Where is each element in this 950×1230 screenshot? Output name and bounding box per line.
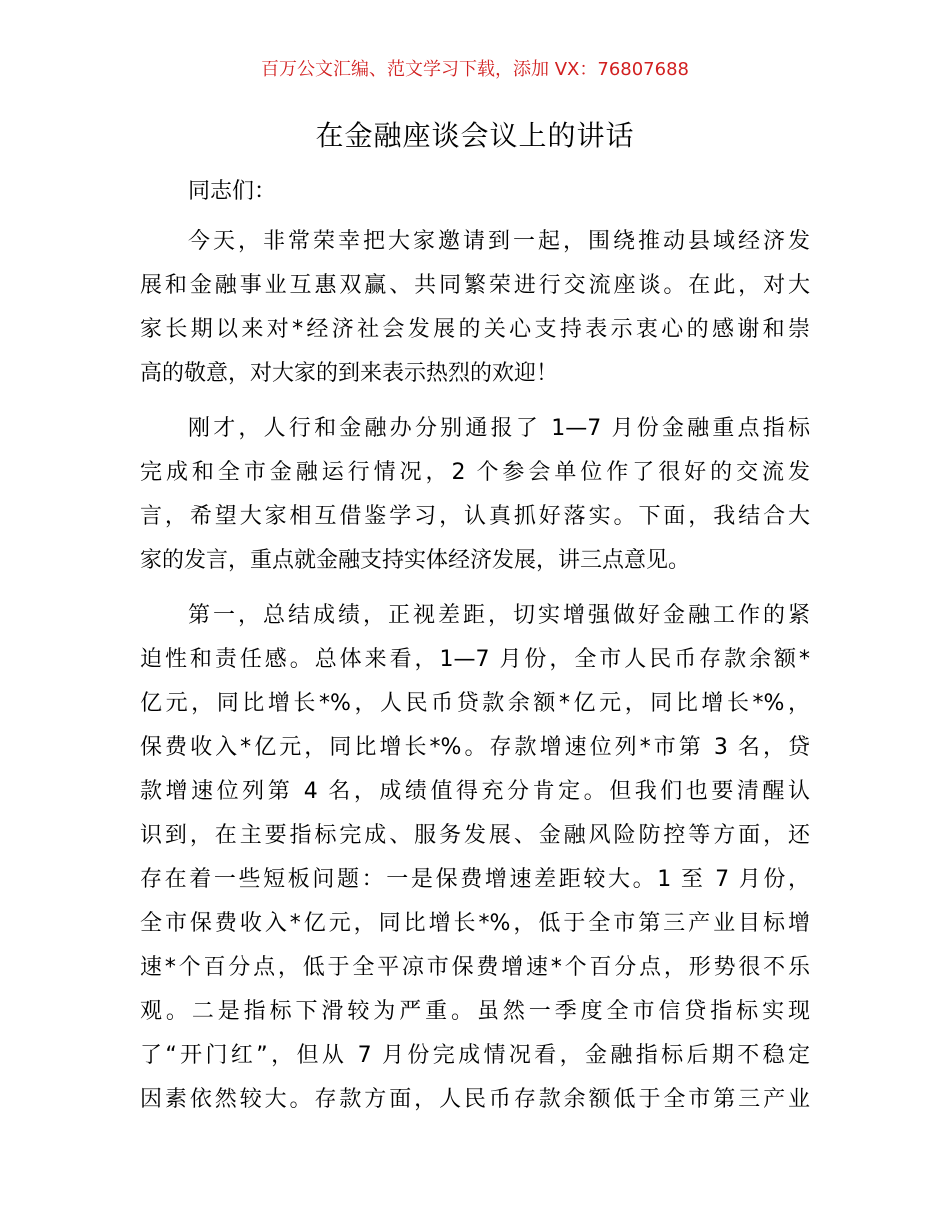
text-line: 迫性和责任感。总体来看，1—7 月份，全市人民币存款余额* <box>140 647 810 672</box>
text-line: 言，希望大家相互借鉴学习，认真抓好落实。下面，我结合大 <box>140 504 810 529</box>
text-line: 速*个百分点，低于全平凉市保费增速*个百分点，形势很不乐 <box>140 955 810 980</box>
document-body <box>140 220 810 1133</box>
text-line: 刚才，人行和金融办分别通报了 1—7 月份金融重点指标 <box>188 416 810 441</box>
text-line: 第一，总结成绩，正视差距，切实增强做好金融工作的紧 <box>188 603 810 628</box>
paragraph-1 <box>140 220 810 396</box>
text-line: 因素依然较大。存款方面，人民币存款余额低于全市第三产业 <box>140 1087 810 1112</box>
document-title: 在金融座谈会议上的讲话 <box>315 119 635 152</box>
text-line: 亿元，同比增长*%，人民币贷款余额*亿元，同比增长*%， <box>140 691 810 716</box>
text-line: 存在着一些短板问题：一是保费增速差距较大。1 至 7 月份， <box>140 867 810 892</box>
text-line: 展和金融事业互惠双赢、共同繁荣进行交流座谈。在此，对大 <box>140 273 810 298</box>
paragraph-2 <box>140 407 810 583</box>
text-line: 保费收入*亿元，同比增长*%。存款增速位列*市第 3 名，贷 <box>140 735 810 760</box>
text-line: 完成和全市金融运行情况，2 个参会单位作了很好的交流发 <box>140 460 810 485</box>
text-line: 款增速位列第 4 名，成绩值得充分肯定。但我们也要清醒认 <box>140 779 810 804</box>
text-line: 了“开门红”，但从 7 月份完成情况看，金融指标后期不稳定 <box>140 1043 810 1068</box>
text-line: 识到，在主要指标完成、服务发展、金融风险防控等方面，还 <box>140 823 810 848</box>
paragraph-3 <box>140 594 810 1122</box>
text-line: 观。二是指标下滑较为严重。虽然一季度全市信贷指标实现 <box>140 999 810 1024</box>
watermark-header: 百万公文汇编、范文学习下载，添加 VX：76807688 <box>261 59 689 80</box>
text-line: 今天，非常荣幸把大家邀请到一起，围绕推动县域经济发 <box>188 229 810 254</box>
salutation: 同志们： <box>188 179 277 204</box>
text-line: 高的敬意，对大家的到来表示热烈的欢迎！ <box>140 361 559 386</box>
text-line: 家的发言，重点就金融支持实体经济发展，讲三点意见。 <box>140 548 691 573</box>
text-line: 家长期以来对*经济社会发展的关心支持表示衷心的感谢和崇 <box>140 317 810 342</box>
text-line: 全市保费收入*亿元，同比增长*%，低于全市第三产业目标增 <box>140 911 810 936</box>
